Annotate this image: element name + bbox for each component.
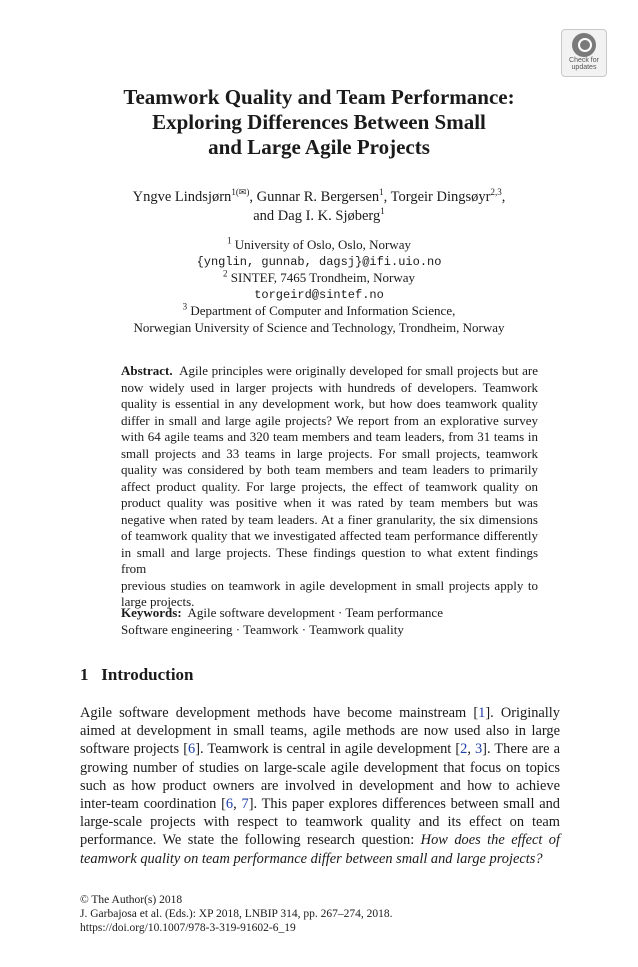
intro-text-2: ]. Originally aimed at development in small teams, agile methods are now used also in large software projects [ xyxy=(80,705,560,758)
abstract-line xyxy=(121,413,538,430)
title-line-1: Teamwork Quality and Team Performance: xyxy=(123,85,515,109)
author-separator: , xyxy=(501,189,506,205)
intro-text-7: ]. This paper explores differences between small and large-scale projects with respect to teamwork quality and its effect on team performance. We state the following research question: xyxy=(80,796,561,849)
author-1-affiliation: 1(✉) xyxy=(231,187,250,198)
intro-text-1: Agile software development methods have become mainstream [ xyxy=(80,705,479,721)
citation-6[interactable]: 6 xyxy=(188,741,196,758)
abstract-text: affect product quality. For large projects, the effect of teamwork quality on xyxy=(121,478,538,494)
affiliation-3-number: 3 xyxy=(182,301,188,312)
author-line-1 xyxy=(0,188,638,207)
author-1: Yngve Lindsjørn xyxy=(132,189,232,205)
keywords-line-1 xyxy=(121,605,541,622)
affiliation-2-number: 2 xyxy=(223,268,228,279)
abstract-text: previous studies on teamwork in agile development in small projects apply to xyxy=(121,577,538,593)
abstract-line xyxy=(121,462,538,479)
abstract-line xyxy=(121,528,538,545)
intro-text-5: ]. There are a growing number of studies on large-scale agile development that focus on topics such as how product owners are involved in development and how to achieve inter-team coordination [ xyxy=(80,741,560,813)
keywords xyxy=(121,605,541,638)
abstract-line xyxy=(121,479,538,496)
email-1[interactable]: {ynglin, gunnab, dagsj}@ifi.uio.no xyxy=(196,254,442,269)
abstract-line xyxy=(121,446,538,463)
section-number: 1 xyxy=(80,665,89,684)
abstract-text: now widely used in larger projects with hundreds of developers. Teamwork xyxy=(121,379,538,395)
abstract-text: negative when rated by team leaders. At a finer granularity, the six dimensions xyxy=(121,511,538,527)
abstract-text: differ in small and large agile projects? We report from an explorative survey xyxy=(121,412,538,428)
author-3: , Torgeir Dingsøyr xyxy=(383,189,491,205)
author-4-affiliation: 1 xyxy=(380,206,385,217)
abstract-line xyxy=(121,512,538,529)
footer xyxy=(80,893,550,935)
affiliation-3 xyxy=(0,303,638,320)
section-heading xyxy=(80,665,194,685)
abstract-text: Agile principles were originally developed for small projects but are xyxy=(179,363,538,378)
abstract-text: with 64 agile teams and 320 team members and team leaders, from 31 teams in xyxy=(121,429,538,444)
check-for-updates-badge[interactable] xyxy=(561,29,607,77)
abstract-text: quality was considered by both team members and team leaders to primarily xyxy=(121,462,538,477)
abstract-line xyxy=(121,396,538,413)
abstract-line xyxy=(121,380,538,397)
keywords-1: Agile software development · Team performance xyxy=(187,605,443,620)
keywords-label: Keywords: xyxy=(121,605,182,620)
abstract-label: Abstract. xyxy=(121,363,173,378)
title-line-3: and Large Agile Projects xyxy=(208,135,430,159)
abstract-line xyxy=(121,545,538,578)
affiliation-1-number: 1 xyxy=(227,235,232,246)
affiliation-3-text: Department of Computer and Information Science, xyxy=(190,303,456,318)
abstract xyxy=(121,363,538,611)
citation-1[interactable]: 1 xyxy=(478,705,486,721)
badge-line-2: updates xyxy=(571,64,597,71)
affiliation-2-text: SINTEF, 7465 Trondheim, Norway xyxy=(230,270,415,285)
abstract-text: in small and large projects. These findings question to what extent findings from xyxy=(121,544,538,576)
citation-2[interactable]: 2 xyxy=(460,741,468,758)
author-3-affiliation: 2,3 xyxy=(490,187,502,198)
affiliation-3-line-2: Norwegian University of Science and Technology, Trondheim, Norway xyxy=(133,319,505,335)
research-question: How does the effect of teamwork quality on team performance differ between small and large projects? xyxy=(80,832,560,867)
citation-6b[interactable]: 6 xyxy=(225,796,234,813)
badge-line-1: Check for xyxy=(569,57,599,64)
paper-title xyxy=(0,85,638,160)
citation-info: J. Garbajosa et al. (Eds.): XP 2018, LNBIP 314, pp. 267–274, 2018. xyxy=(80,908,393,920)
citation-3[interactable]: 3 xyxy=(474,741,483,758)
affiliation-1 xyxy=(0,237,638,254)
abstract-text: product quality was positive when it was rated by team members but was xyxy=(121,495,538,510)
intro-text-6: , xyxy=(233,796,242,813)
affiliation-2 xyxy=(0,270,638,287)
author-list xyxy=(0,188,638,226)
author-line-2 xyxy=(0,207,638,226)
intro-text-4: , xyxy=(467,741,475,758)
abstract-text: quality is essential in any development work, but how does teamwork quality xyxy=(121,396,538,411)
intro-text-3: ]. Teamwork is central in agile development [ xyxy=(195,741,461,758)
keywords-line-2: Software engineering · Teamwork · Teamwork quality xyxy=(121,621,404,637)
abstract-text: of teamwork quality that we investigated affected team performance differently xyxy=(121,528,538,543)
affiliation-1-text: University of Oslo, Oslo, Norway xyxy=(234,237,411,252)
abstract-line xyxy=(121,429,538,446)
crossmark-icon xyxy=(572,33,596,57)
citation-7[interactable]: 7 xyxy=(241,796,249,813)
title-line-2: Exploring Differences Between Small xyxy=(152,110,486,134)
email-2[interactable]: torgeird@sintef.no xyxy=(254,287,384,302)
intro-paragraph xyxy=(80,704,560,868)
abstract-text: large projects. xyxy=(121,594,195,609)
doi-link[interactable]: https://doi.org/10.1007/978-3-319-91602-6_19 xyxy=(80,922,296,934)
copyright: © The Author(s) 2018 xyxy=(80,894,183,906)
affiliations xyxy=(0,237,638,336)
author-2: , Gunnar R. Bergersen xyxy=(249,189,380,205)
section-title: Introduction xyxy=(101,665,194,684)
abstract-text: small projects and 33 teams in large projects. For small projects, teamwork xyxy=(121,445,538,461)
abstract-line xyxy=(121,363,538,380)
abstract-line xyxy=(121,578,538,595)
author-4: and Dag I. K. Sjøberg xyxy=(253,208,381,224)
author-2-affiliation: 1 xyxy=(379,187,384,198)
abstract-line xyxy=(121,495,538,512)
